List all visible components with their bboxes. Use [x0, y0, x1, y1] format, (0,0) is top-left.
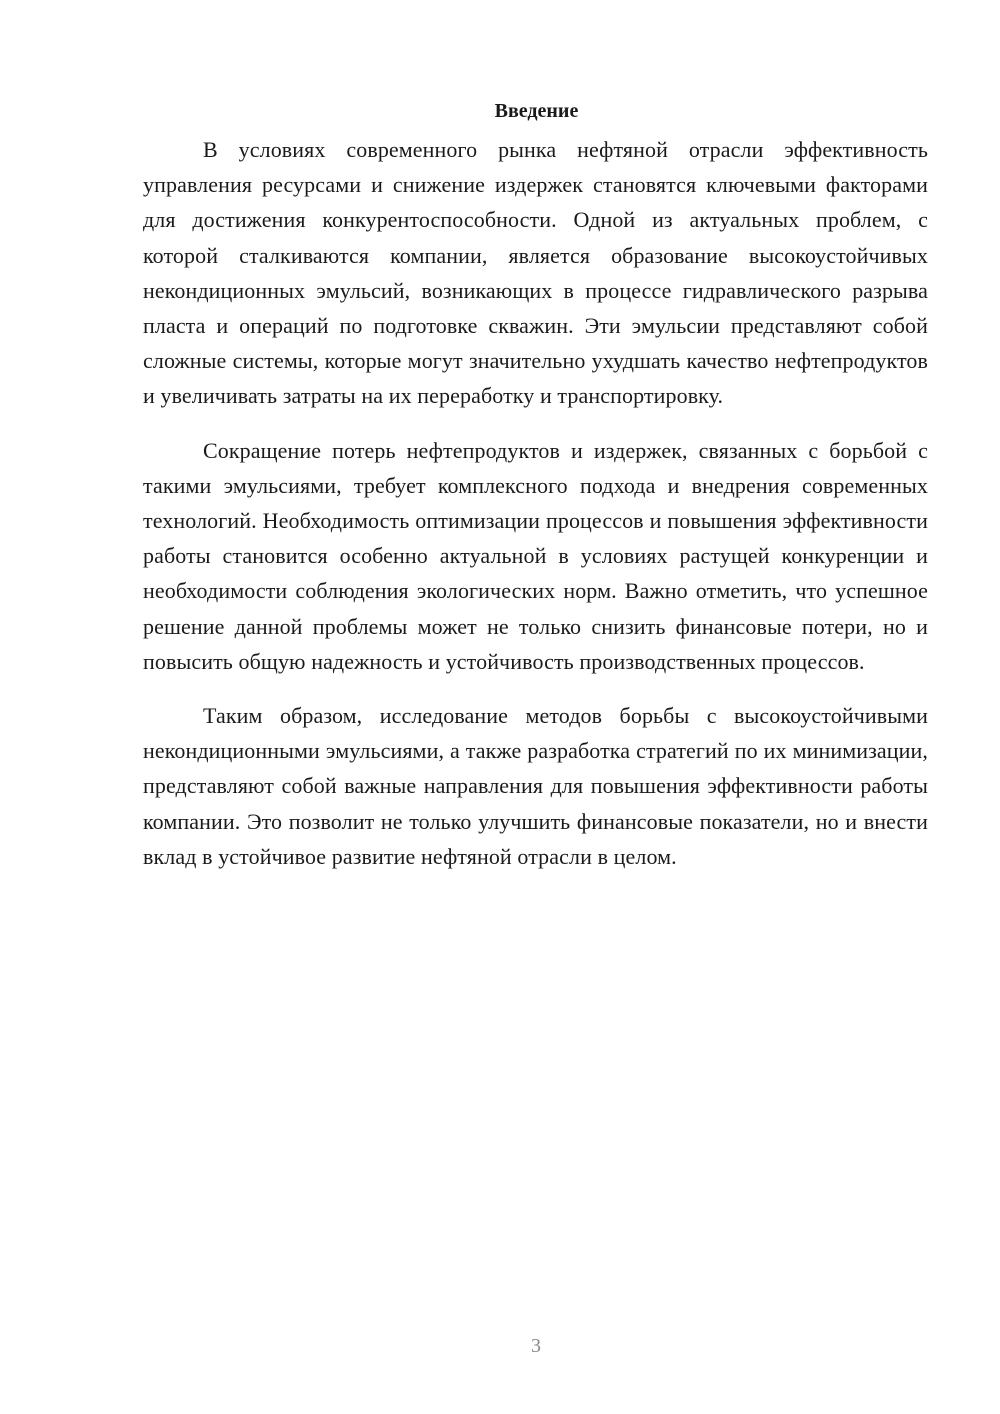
- page-number: 3: [531, 1335, 541, 1357]
- section-title: Введение: [494, 100, 579, 122]
- paragraph-2: Сокращение потерь нефтепродуктов и издержек, связанных с борьбой с такими эмульсиями, требует комплексного подхода и внедрения современных технологий. Необходимость оптимизации процессов и повышения эффективности работы становится особенно актуальной в условиях растущей конкуренции и необходимости соблюдения экологических норм. Важно отметить, что успешное решение данной проблемы может не только снизить финансовые потери, но и повысить общую надежность и устойчивость производственных процессов.: [143, 437, 928, 674]
- page-content: [143, 96, 928, 874]
- paragraph-3: Таким образом, исследование методов борьбы с высокоустойчивыми некондиционными эмульсиями, а также разработка стратегий по их минимизации, представляют собой важные направления для повышения эффективности работы компании. Это позволит не только улучшить финансовые показатели, но и внести вклад в устойчивое развитие нефтяной отрасли в целом.: [143, 703, 928, 869]
- paragraph-1: В условиях современного рынка нефтяной отрасли эффективность управления ресурсами и снижение издержек становятся ключевыми факторами для достижения конкурентоспособности. Одной из актуальных проблем, с которой сталкиваются компании, является образование высокоустойчивых некондиционных эмульсий, возникающих в процессе гидравлического разрыва пласта и операций по подготовке скважин. Эти эмульсии представляют собой сложные системы, которые могут значительно ухудшать качество нефтепродуктов и увеличивать затраты на их переработку и транспортировку.: [143, 137, 928, 409]
